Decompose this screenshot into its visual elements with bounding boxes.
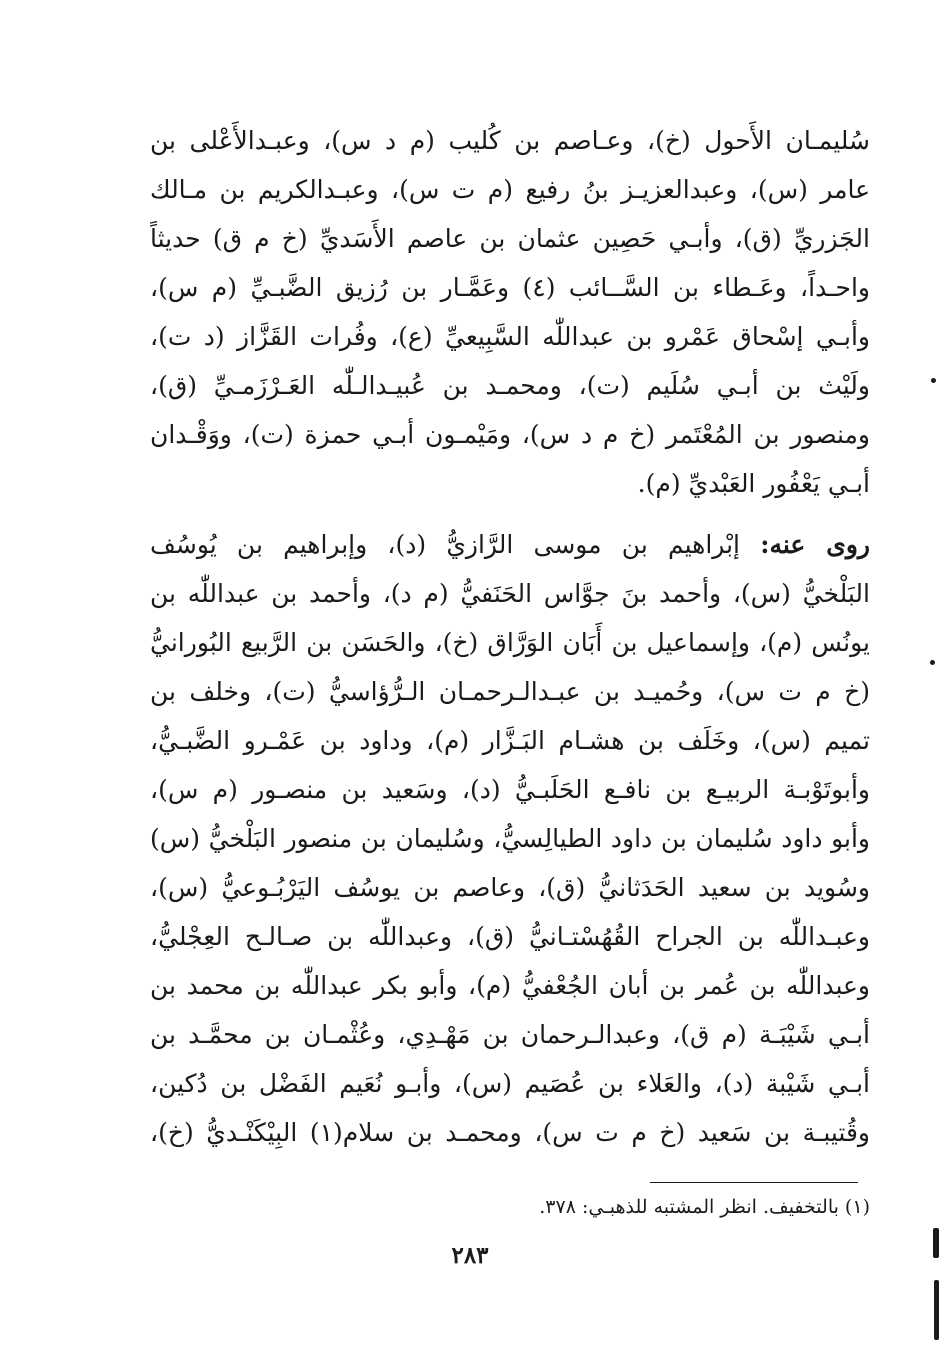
page-number: ٢٨٣ bbox=[451, 1242, 489, 1269]
text-line: وسُويد بن سعيد الحَدَثانيُّ (ق)، وعاصم بن يوسُف اليَرْبُـوعيُّ (س)، bbox=[150, 873, 870, 902]
text-line: وعبـداللّٰه بن الجراح القُهُسْتـانيُّ (ق)، وعبداللّٰه بن صـالـح العِجْليُّ، bbox=[150, 922, 870, 951]
text-line: وأبو داود سُليمان بن داود الطيالِسيُّ، وسُليمان بن منصور البَلْخيُّ (س) bbox=[150, 824, 870, 853]
footnote: (١) بالتخفيف. انظر المشتبه للذهبـي: ٣٧٨. bbox=[539, 1196, 870, 1218]
text-line: وقُتيبـة بن سَعيد (خ م ت س)، ومحمـد بن سلام(١) البِيْكَنْـديُّ (خ)، bbox=[150, 1118, 870, 1147]
text-line-content: إبْراهيم بن موسى الرَّازيُّ (د)، وإبراهيم بن يُوسُف bbox=[150, 530, 740, 559]
text-line: أبـي يَعْفُور العَبْديِّ (م). bbox=[637, 469, 870, 498]
text-line: ومنصور بن المُعْتَمر (خ م د س)، ومَيْمـون أبـي حمزة (ت)، ووَقْـدان bbox=[150, 420, 870, 449]
footnote-divider bbox=[650, 1182, 858, 1183]
text-line: البَلْخيُّ (س)، وأحمد بنَ جوَّاس الحَنَفيُّ (م د)، وأحمد بن عبداللّٰه بن bbox=[150, 579, 870, 608]
text-line: وأبـي إسْحاق عَمْرو بن عبداللّٰه السَّبِيعيِّ (ع)، وفُرات القَزَّاز (د ت)، bbox=[150, 322, 870, 351]
text-line-first bbox=[150, 520, 870, 569]
text-line: أبـي شَيْبة (د)، والعَلاء بن عُصَيم (س)، وأبـو نُعَيم الفَضْل بن دُكين، bbox=[150, 1069, 870, 1098]
text-line: ولَيْث بن أبـي سُلَيم (ت)، ومحمـد بن عُبيـدالـلّٰه العَـرْزَمـيِّ (ق)، bbox=[150, 371, 870, 400]
text-line: وأبوتَوْبـة الربيـع بن نافـع الحَلَبـيُّ (د)، وسَعيد بن منصـور (م س)، bbox=[150, 775, 870, 804]
text-line: الجَزريِّ (ق)، وأبـي حَصِين عثمان بن عاصم الأَسَديِّ (خ م ق) حديثاً bbox=[150, 224, 870, 253]
text-line: (خ م ت س)، وحُميـد بن عبـدالـرحمـان الـرُّؤاسيُّ (ت)، وخلف بن bbox=[150, 677, 870, 706]
text-line: تميم (س)، وخَلَف بن هشـام البَـزَّار (م)، وداود بن عَمْـرو الضَّبـيُّ، bbox=[150, 726, 870, 755]
paragraph-narrators-from bbox=[150, 116, 870, 508]
text-line: أبـي شَيْبَـة (م ق)، وعبدالـرحمان بن مَهْـدِي، وعُثْمـان بن محمَّـد بن bbox=[150, 1020, 870, 1049]
text-line: عامر (س)، وعبدالعزيـز بنُ رفيع (م ت س)، وعبـدالكريم بن مـالك bbox=[150, 175, 870, 204]
scan-edge-mark bbox=[933, 1228, 939, 1258]
section-lead: روى عنه: bbox=[760, 530, 870, 559]
text-line: يونُس (م)، وإسماعيل بن أَبَان الوَرَّاق (خ)، والحَسَن بن الرَّبيع البُورانيُّ bbox=[150, 628, 870, 657]
scan-speck bbox=[931, 378, 936, 383]
paragraph-narrated-by bbox=[150, 520, 870, 1157]
scan-edge-mark bbox=[934, 1280, 939, 1340]
text-line: سُليمـان الأَحول (خ)، وعـاصم بن كُليب (م د س)، وعبـدالأَعْلى بن bbox=[150, 126, 870, 155]
scan-speck bbox=[930, 660, 935, 665]
text-line: وعبداللّٰه بن عُمر بن أبان الجُعْفيُّ (م)، وأبو بكر عبداللّٰه بن محمد بن bbox=[150, 971, 870, 1000]
text-line: واحـداً، وعَـطاء بن السَّــائب (٤) وعَمَّـار بن رُزيق الضَّبـيِّ (م س)، bbox=[150, 273, 870, 302]
